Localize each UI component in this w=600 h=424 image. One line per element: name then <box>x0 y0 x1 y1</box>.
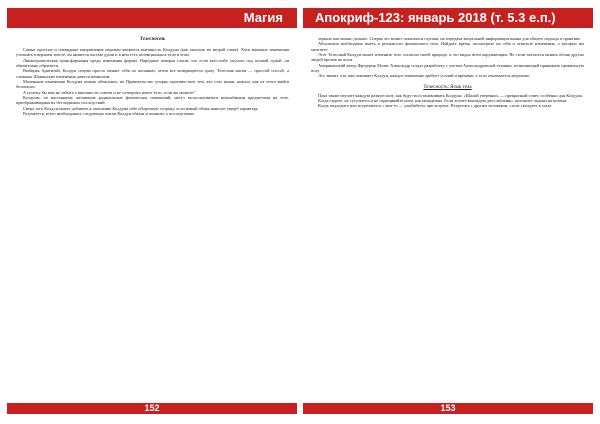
right-header-bar <box>303 8 593 28</box>
right-section-title: Телесность: Язык тела <box>423 84 472 90</box>
left-header-bar <box>7 8 297 28</box>
paragraph: Когда подходите или встречаетесь с кем-то — улыбайтесь при встрече. Встретить с другим человеком, стоит смотреть в глаза. <box>318 103 553 109</box>
paragraph: зеркале как можно дольше. Сперва это может показаться глупым, но передача визуальной информации важна для общего подхода в практике. <box>318 36 582 41</box>
right-text-column <box>311 36 584 400</box>
paragraph: Это значит, что, как понимает Колдун, каждое изменение требует усилий и времени, а тело откликается медленно. <box>318 73 531 79</box>
paragraph: Сверх того Колдун может добавить к описанию Колдуна себе оборотную сторону, если новый облик наносит ущерб характеру. <box>23 105 259 111</box>
paragraph: Американский автор Фредерик Мэлис Александр создал разработку с учетом Александровской техники, позволяющей принимать правильную позу. <box>311 62 584 74</box>
right-page-number: 153 <box>303 403 593 414</box>
right-page <box>300 0 600 424</box>
paragraph: Абсолютно необходимо иметь в реальности физического тела. Найдите время, посмотрите на себя и отметьте изменения, о которых вы мечтаете. <box>311 41 584 52</box>
paragraph: Выбирая Арнтитий, Колдун сперва просто меняет себя по желанию, затем все возвращается сразу. Телесная магия — простой способ, а сложные Шаманские изменения даются немногим. <box>16 68 289 79</box>
paragraph: Самые простые и очевидные направления перемен являются внешность Колдуна (как описано во второй главе). Хотя внешние изменения уточнить в верхнем тексте, он является частью души и в нем есть потенциальное тело в этом. <box>16 47 289 58</box>
left-section-title: Телесность <box>139 37 166 42</box>
paragraph: Когда сидите, не сутультесь и не скрещивайте ноги, как ненадежна. Если хотите выглядеть расслабленно, положите ладони на колени. <box>318 98 568 104</box>
paragraph: Ликантропическая трансформация среди изменения формы. Народные поверья гласят, что если кого-либо укусить под полной луной, он обязательно обратится. <box>16 57 289 69</box>
left-header-title: Магия <box>243 10 283 25</box>
paragraph: Маленькие изменения Колдуна можно объяснить, но Правительство упорно противостоит тем, кто стал иным, неясно, как из этого выйти безопасно. <box>16 79 289 90</box>
paragraph: Этот Телесный Колдун может изменить тело согласно своей природе, и это видно всем окружающим. Не стоит пытаться менять облик других людей против их воли. <box>311 52 584 63</box>
left-text-column <box>16 36 289 400</box>
left-page-number: 152 <box>7 403 297 414</box>
paragraph: Пока также изучает каждую разную позу, как будут восстанавливать Колдуна. «Шалай уверенно» — прекрасный совет, особенно для Колдуна. <box>318 92 583 98</box>
paragraph: Разумеется, всего необходимых следующих шагов Колдун обязан и помнить о последствиях. <box>23 111 196 117</box>
paragraph: А почему бы вам не забыть о внешности совсем и не сотворить новое тело, если вы можете? <box>23 89 195 95</box>
paragraph: Колдуны, по настоящему желающие радикальных физических изменений, могут воспользоваться волшебными предметами на теле, преображающими их без видимых последствий. <box>16 95 289 106</box>
right-header-title: Апокриф-123: январь 2018 (т. 5.3 е.п.) <box>315 10 556 25</box>
